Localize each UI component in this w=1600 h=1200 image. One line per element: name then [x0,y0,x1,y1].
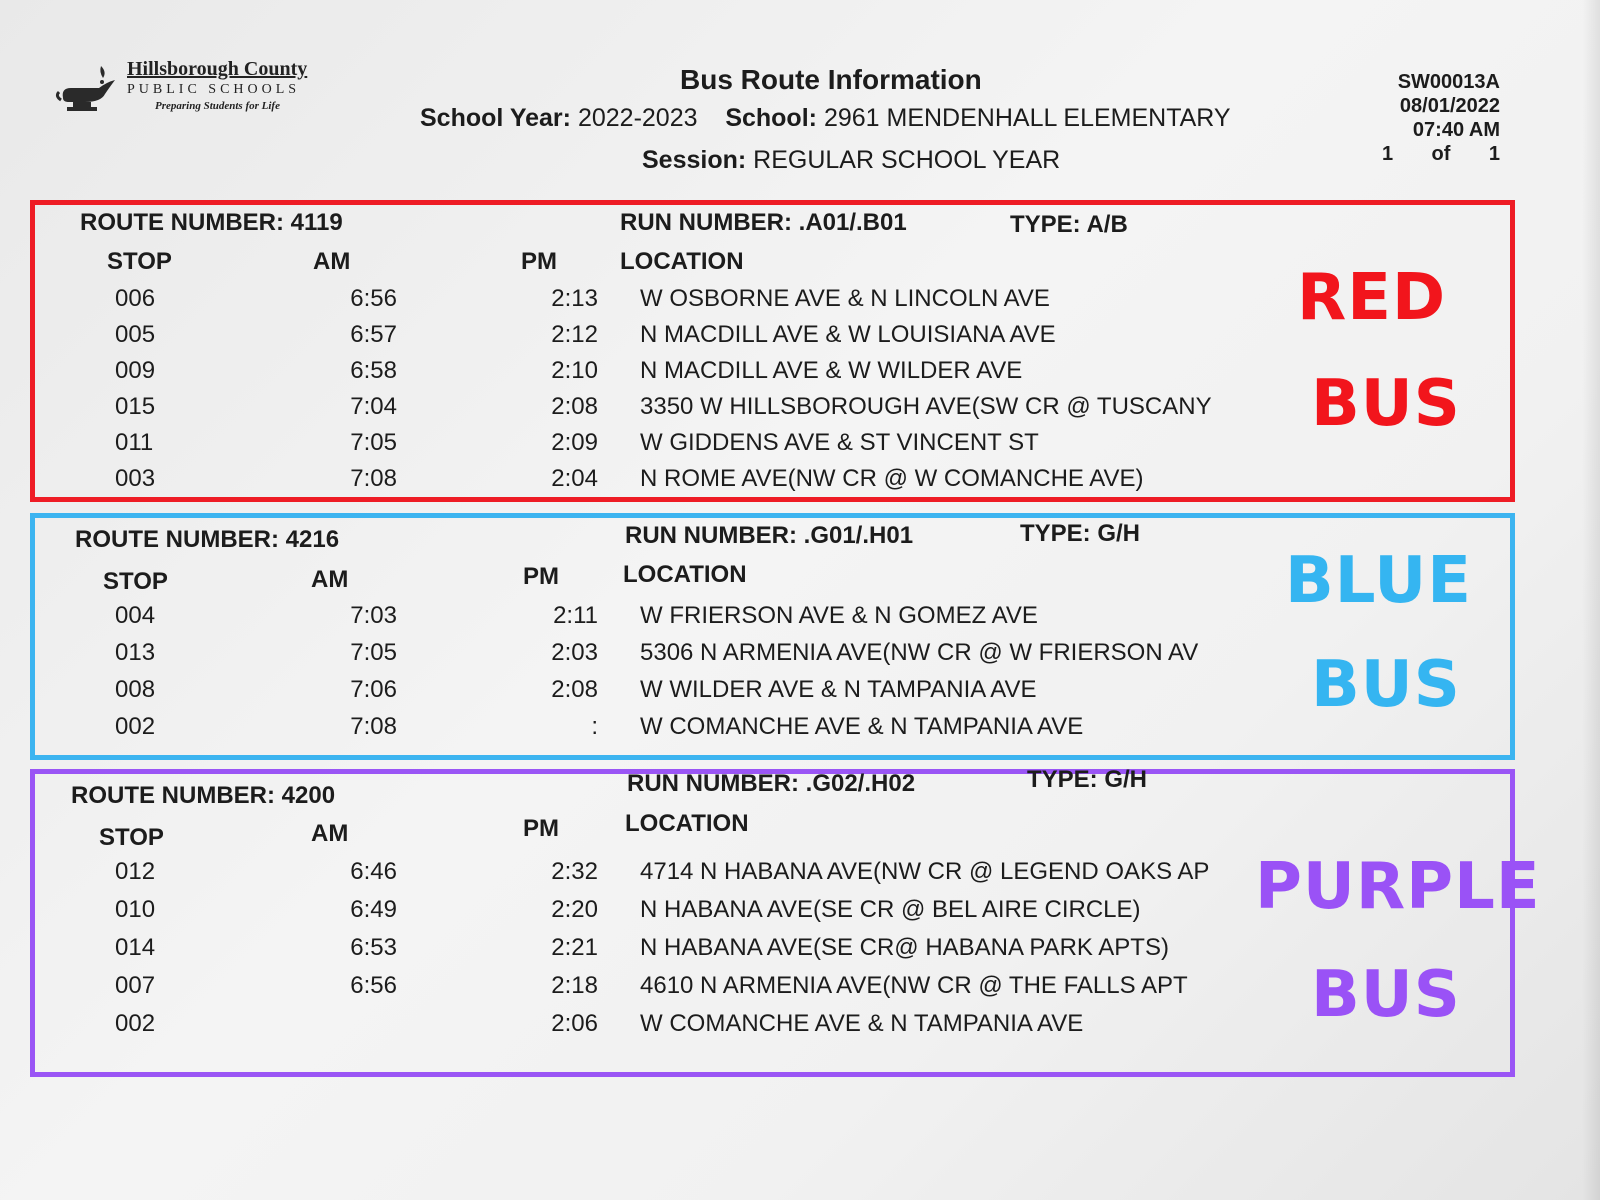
stop-number: 004 [115,602,156,629]
table-row [35,393,1335,429]
pm-time: 2:12 [551,321,598,348]
school-info-line [420,104,1231,133]
table-row [35,321,1335,357]
col-am-header: AM [311,566,349,593]
stop-location: W FRIERSON AVE & N GOMEZ AVE [640,602,1038,629]
pm-time: 2:20 [551,896,598,923]
stop-location: 5306 N ARMENIA AVE(NW CR @ W FRIERSON AV [640,639,1199,666]
table-row [35,639,1335,675]
pm-time: 2:08 [551,393,598,420]
table-row [35,896,1335,932]
stop-location: 4714 N HABANA AVE(NW CR @ LEGEND OAKS AP [640,858,1210,885]
stop-location: N ROME AVE(NW CR @ W COMANCHE AVE) [640,465,1144,492]
table-row [35,972,1335,1008]
route-box-red [30,200,1515,502]
pm-time: 2:11 [553,602,598,629]
stop-number: 012 [115,858,156,885]
pm-time: 2:09 [551,429,598,456]
stop-number: 002 [115,1010,156,1037]
col-location-header: LOCATION [623,561,747,588]
stop-location: W COMANCHE AVE & N TAMPANIA AVE [640,1010,1084,1037]
am-time: 6:46 [350,858,397,885]
am-time: 7:06 [350,676,397,703]
stop-location: W WILDER AVE & N TAMPANIA AVE [640,676,1037,703]
stop-number: 013 [115,639,156,666]
session-value: REGULAR SCHOOL YEAR [753,146,1061,174]
pm-time: 2:32 [551,858,598,885]
am-time: 6:56 [350,972,397,999]
district-logo [55,58,355,128]
pm-time: : [591,713,598,740]
stop-location: N MACDILL AVE & W WILDER AVE [640,357,1023,384]
route-number: ROUTE NUMBER: 4119 [80,209,343,236]
run-number: RUN NUMBER: .A01/.B01 [620,209,907,236]
table-row [35,934,1335,970]
am-time: 6:53 [350,934,397,961]
school-label: School: [725,104,817,132]
route-number: ROUTE NUMBER: 4216 [75,526,340,553]
stop-location: N HABANA AVE(SE CR @ BEL AIRE CIRCLE) [640,896,1141,923]
session-label: Session: [642,146,747,174]
col-am-header: AM [311,820,349,847]
pm-time: 2:04 [551,465,598,492]
district-name: Hillsborough County [127,58,308,80]
bus-color-tag-line1: RED [1297,261,1447,335]
page-counter [1330,142,1500,166]
stop-number: 009 [115,357,156,384]
table-row [35,858,1335,894]
table-row [35,1010,1335,1046]
report-id: SW00013A [1397,71,1500,93]
am-time: 6:56 [350,285,397,312]
district-subtitle: PUBLIC SCHOOLS [127,82,301,97]
district-tagline: Preparing Students for Life [155,100,280,112]
route-number: ROUTE NUMBER: 4200 [71,782,336,809]
table-row [35,676,1335,712]
stop-location: W GIDDENS AVE & ST VINCENT ST [640,429,1039,456]
route-type: TYPE: G/H [1027,766,1148,793]
am-time: 7:05 [350,639,397,666]
run-number: RUN NUMBER: .G02/.H02 [627,770,916,797]
stop-number: 006 [115,285,156,312]
table-row [35,602,1335,638]
school-year-value: 2022-2023 [577,104,698,132]
route-box-blue [30,513,1515,760]
col-location-header: LOCATION [620,248,744,275]
run-number: RUN NUMBER: .G01/.H01 [625,522,914,549]
col-location-header: LOCATION [625,810,749,837]
table-row [35,285,1335,321]
stop-number: 008 [115,676,156,703]
am-time: 6:49 [350,896,397,923]
stop-number: 011 [115,429,154,456]
stop-location: W COMANCHE AVE & N TAMPANIA AVE [640,713,1084,740]
stop-number: 014 [115,934,156,961]
pm-time: 2:18 [551,972,598,999]
pm-time: 2:13 [551,285,598,312]
table-row [35,429,1335,465]
report-meta [1330,70,1500,166]
report-date: 08/01/2022 [1399,95,1500,117]
school-value: 2961 MENDENHALL ELEMENTARY [823,104,1231,132]
am-time: 7:03 [350,602,397,629]
stop-number: 007 [115,972,156,999]
paper-edge-shadow [1582,0,1600,1200]
report-time: 07:40 AM [1412,119,1500,141]
col-am-header: AM [313,248,351,275]
session-line [642,146,1060,175]
pm-time: 2:21 [551,934,598,961]
pm-time: 2:03 [551,639,598,666]
bus-color-tag-line2: BUS [1311,958,1461,1032]
bus-color-tag-line1: PURPLE [1255,850,1541,924]
col-pm-header: PM [523,563,559,590]
pm-time: 2:10 [551,357,598,384]
route-type: TYPE: G/H [1020,520,1141,547]
table-row [35,357,1335,393]
table-row [35,713,1335,749]
col-pm-header: PM [521,248,557,275]
route-box-purple [30,766,1541,1077]
stop-number: 002 [115,713,156,740]
bus-color-tag-line1: BLUE [1285,544,1472,618]
col-stop-header: STOP [107,248,172,275]
am-time: 7:05 [350,429,397,456]
col-pm-header: PM [523,815,559,842]
stop-number: 010 [115,896,156,923]
stop-location: N MACDILL AVE & W LOUISIANA AVE [640,321,1056,348]
stop-location: 4610 N ARMENIA AVE(NW CR @ THE FALLS APT [640,972,1188,999]
bus-color-tag-line2: BUS [1311,367,1461,441]
lamp-icon [55,58,127,118]
stop-location: 3350 W HILLSBOROUGH AVE(SW CR @ TUSCANY [640,393,1212,420]
pm-time: 2:06 [551,1010,598,1037]
table-row [35,465,1335,501]
route-type: TYPE: A/B [1010,211,1128,238]
stop-number: 003 [115,465,156,492]
col-stop-header: STOP [99,824,164,851]
stop-location: W OSBORNE AVE & N LINCOLN AVE [640,285,1050,312]
page-title: Bus Route Information [680,64,982,95]
am-time: 6:57 [350,321,397,348]
stop-number: 015 [115,393,156,420]
am-time: 7:08 [350,713,397,740]
bus-color-tag-line2: BUS [1311,648,1461,722]
am-time: 7:04 [350,393,397,420]
am-time: 6:58 [350,357,397,384]
col-stop-header: STOP [103,568,168,595]
page-of-label: of [1431,143,1451,165]
stop-location: N HABANA AVE(SE CR@ HABANA PARK APTS) [640,934,1169,961]
pm-time: 2:08 [551,676,598,703]
page-current: 1 [1382,143,1394,165]
page-total: 1 [1488,143,1500,165]
school-year-label: School Year: [420,104,571,132]
stop-number: 005 [115,321,156,348]
am-time: 7:08 [350,465,397,492]
